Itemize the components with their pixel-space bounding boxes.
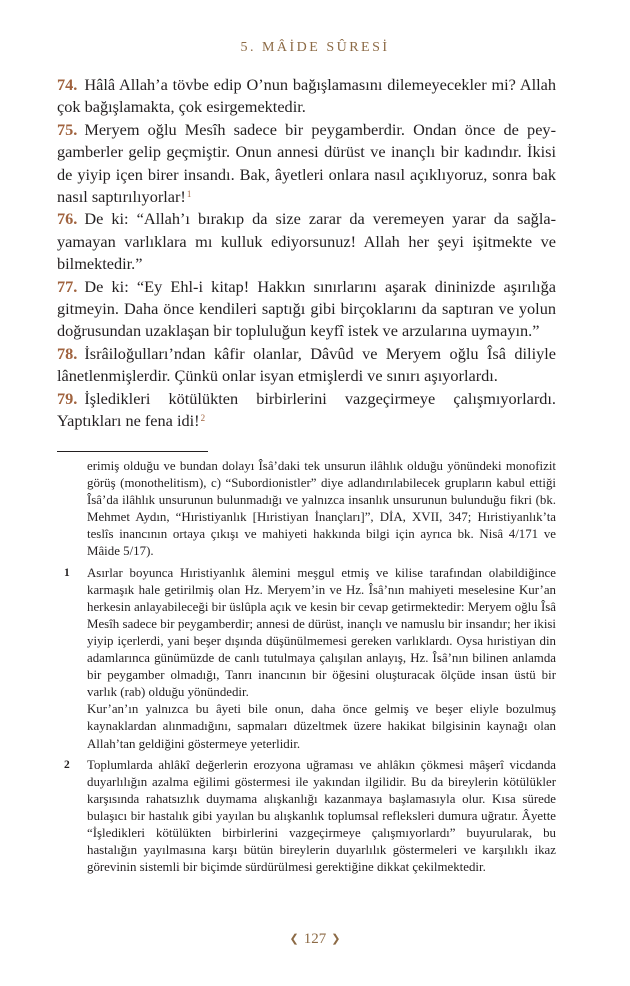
footnote-2 [57,757,556,877]
verse-number: 79. [57,388,78,408]
verse-77 [57,276,556,343]
footnote-continued [57,458,556,561]
verse-text: İsrâiloğulları’ndan kâfir olanlar, Dâvûd ve Meryem oğlu Îsâ diliyle lânetlenmişlerdir. Çünkü onlar isyan etmişlerdi ve sınırı aşıyorlardı. [57,343,556,386]
running-header: 5. MÂİDE SÛRESİ [240,40,390,55]
footnote-paragraph: Kur’an’ın yalnızca bu âyeti bile onun, daha önce gelmiş ve beşer eliyle bozulmuş kaynaklardan alınmadığını, sapmaları düzeltmek üzere hakikat bilgisinin kaynağı olan Allah’tan geldiğini göstermeye yeterlidir. [87,702,556,751]
footnote-1 [57,565,556,753]
footnote-paragraph: Toplumlarda ahlâkî değerlerin erozyona uğraması ve ahlâkın çökmesi mâşerî vicdanda duyarlılığın azalma eğilimi göstermesi ile yakından ilgilidir. Bu da bireylerin kötülükler karşısında rahatsızlık duymama alışkanlığı kazanmaya başlamasıyla olur. Kısa sürede bulaşıcı bir hastalık gibi yayılan bu alışkanlık toplumsal refleksleri dumura uğratır. Âyette “İşledikleri kötülükten birbirlerini vazgeçirmeye çalışmıyorlardı” buyurularak, bu hastalığın yayılmasına karşı bütün bireylerin duyarlılık göstermeleri ve karşılıklı ikaz görevinin sistemli bir biçimde sürdürülmesi gerektiğine dikkat çekilmektedir. [87,757,556,875]
verse-list [57,74,556,433]
verse-text: Hâlâ Allah’a tövbe edip O’nun bağışlamasını dilemeyecekler mi? Allah çok bağışlamakta, çok esirgemektedir. [57,75,556,117]
verse-number: 77. [57,276,78,296]
verse-79 [57,388,556,433]
verse-number: 75. [57,119,78,139]
verse-text: İşledikleri kötülükten birbirlerini vazgeçirmeye çalışmıyorlardı. Yaptıkları ne fena idi! [57,388,556,431]
right-ornament-icon: ❯ [331,933,341,945]
footnotes [57,458,556,876]
footnote-marker[interactable]: 2 [200,413,206,424]
footnote-number: 2 [64,758,70,771]
footnote-number: 1 [64,566,70,579]
page-number [0,931,630,948]
footnote-paragraph: erimiş olduğu ve bundan dolayı Îsâ’daki tek unsurun ilâhlık olduğu yönündeki monofizit görüş (monothelitism), c) “Subordionistler” diye adlandırılabilecek grupların kabul ettiği Îsâ’da ilâhlık unsurunun bulunmadığı ve yalnızca insanlık unsurunun bulunduğu fikri (bk. Mehmet Aydın, “Hıristiyanlık [Hıristiyan İnançları]”, DİA, XVII, 347; Hıristiyanlık’ta teslîs inancının ortaya çıkışı ve mahiyeti hakkında bilgi için ayrıca bk. Nisâ 4/171 ve Mâide 5/17). [87,459,556,559]
footnote-paragraph: Asırlar boyunca Hıristiyanlık âlemini meşgul etmiş ve kilise tarafından olabildiğince karmaşık hale getirilmiş olan Hz. Meryem’in ve Hz. Îsâ’nın mahiyeti meselesine Kur’an herkesin anlayabileceği bir üslûpla açık ve kesin bir cevap getirmektedir: Meryem oğlu Îsâ Mesîh sadece bir peygamberdir; annesi de dürüst, inançlı ve namuslu bir insandır; her ikisi yiyip içerlerdi, yani beşer dışında düşünülmemesi gereken varlıklardı. Oysa hıristiyan din adamlarınca günümüzde de canlı tutulmaya çalışılan anlayış, Hz. Îsâ’nın bilinen anlamda bir peygamber olmadığı, Tanrı inancının bir öğesini oluşturacak ölçüde insan üstü bir varlık (rab) olduğu yönündedir. [87,565,556,700]
verse-number: 78. [57,343,78,363]
verse-76 [57,208,556,275]
verse-74 [57,74,556,119]
verse-75 [57,119,556,209]
verse-text: Meryem oğlu Mesîh sadece bir peygamberdir. Ondan önce de peygamberler gelip geçmiştir. Onun annesi dürüst ve inançlı bir kadındır. İkisi de yiyip içen birer insandı. Bak, âyetleri onlara nasıl açıklıyoruz, sonra bak nasıl saptırılıyorlar! [57,119,556,207]
verse-text: De ki: “Ey Ehl-i kitap! Hakkın sınırlarını aşarak dininizde aşırılığa gitmeyin. Daha önce kendileri saptığı gibi birçoklarını da saptıran ve yolun doğrusundan uzaklaşan bir topluluğun keyfî istek ve arzularına uymayın.” [57,276,556,341]
verse-number: 76. [57,209,78,229]
verse-78 [57,343,556,388]
footnote-marker[interactable]: 1 [186,189,192,200]
footnote-divider [57,451,208,452]
page-number-text: 127 [303,931,327,947]
verse-number: 74. [57,75,78,94]
left-ornament-icon: ❮ [289,933,299,945]
verse-text: De ki: “Allah’ı bırakıp da size zarar da veremeyen yarar da sağlayamayan varlıklara mı kulluk ediyorsunuz! Allah her şeyi işitmekte ve bilmektedir.” [57,209,556,274]
